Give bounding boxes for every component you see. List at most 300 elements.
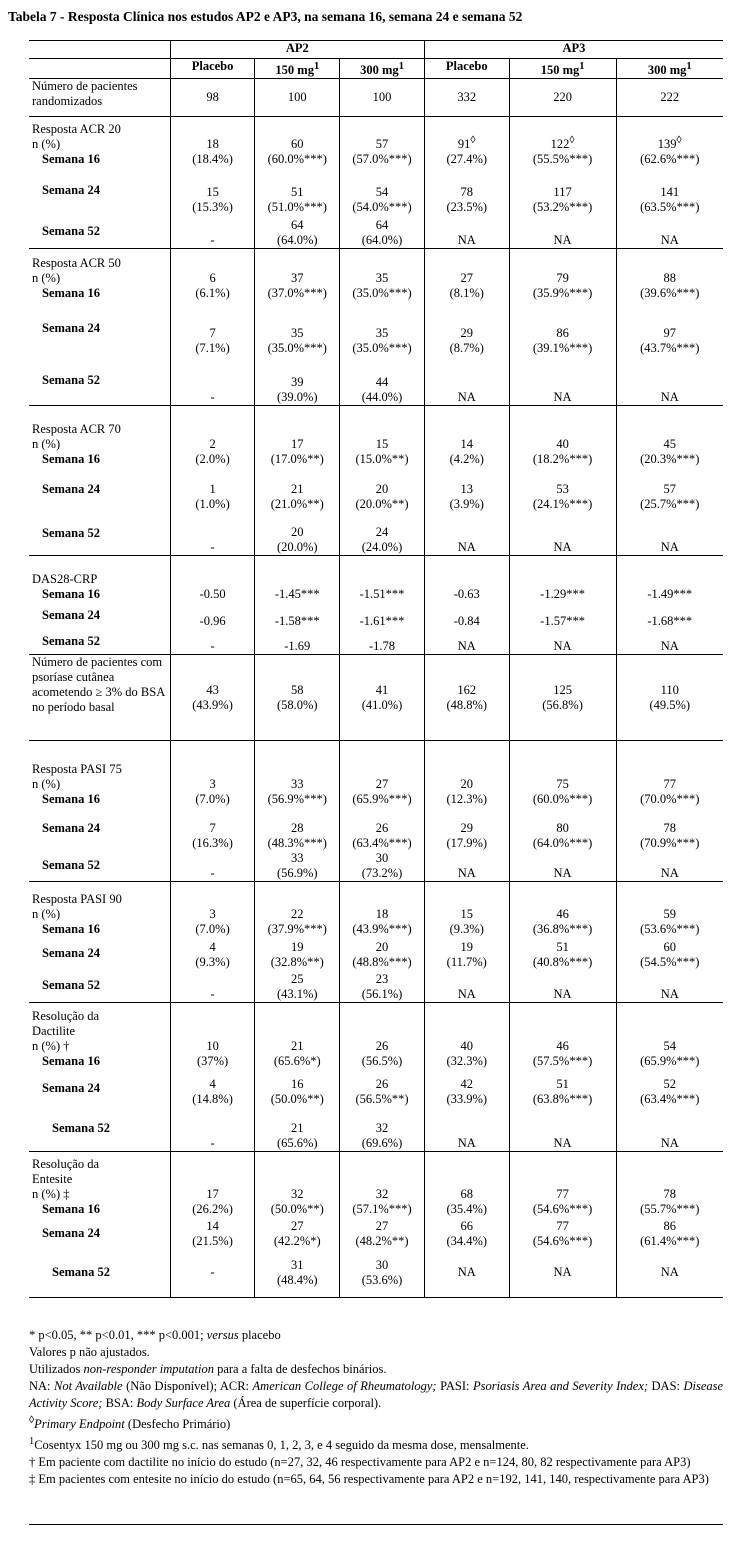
value-cell bbox=[170, 881, 255, 937]
value-count: 32 bbox=[291, 1187, 304, 1202]
dose-footnote-mark: 1 bbox=[313, 61, 320, 72]
dose-header bbox=[340, 59, 425, 79]
bottom-rule bbox=[29, 1524, 723, 1525]
week-label: Semana 24 bbox=[42, 481, 100, 496]
value-cell bbox=[509, 602, 616, 629]
dose-header bbox=[424, 59, 509, 79]
value-percent: (26.2%) bbox=[192, 1202, 233, 1217]
value-percent: (43.7%***) bbox=[640, 340, 700, 355]
value-percent: (17.0%**) bbox=[270, 451, 324, 466]
primary-endpoint-mark: ◊ bbox=[470, 134, 476, 146]
value-percent: (35.0%***) bbox=[352, 340, 412, 355]
value-cell bbox=[616, 602, 723, 629]
value-cell bbox=[255, 629, 340, 655]
value-cell bbox=[340, 467, 425, 512]
value-percent: (54.6%***) bbox=[532, 1202, 593, 1217]
value-count: -1.58*** bbox=[274, 613, 320, 628]
group-label: n (%) bbox=[32, 776, 61, 791]
value-cell bbox=[616, 1002, 723, 1069]
value-count: 79 bbox=[556, 270, 569, 285]
week-label: Semana 52 bbox=[42, 858, 100, 873]
value-count: 52 bbox=[663, 1077, 676, 1092]
value-percent: (37.9%***) bbox=[267, 922, 327, 937]
week-label: Semana 24 bbox=[42, 821, 100, 836]
value-cell bbox=[424, 629, 509, 655]
value-cell bbox=[616, 1217, 723, 1249]
week-label: Semana 16 bbox=[42, 151, 100, 166]
value-count: -1.69 bbox=[284, 639, 311, 654]
value-count: 42 bbox=[460, 1077, 473, 1092]
value-count: - bbox=[210, 390, 215, 405]
value-count: -1.45*** bbox=[274, 586, 320, 601]
value-percent: (73.2%) bbox=[361, 865, 403, 880]
value-cell bbox=[616, 167, 723, 215]
value-cell bbox=[255, 249, 340, 301]
value-percent: (42.2%*) bbox=[273, 1234, 321, 1249]
value-cell bbox=[340, 1249, 425, 1297]
dose-header bbox=[509, 59, 616, 79]
value-percent: (65.6%) bbox=[276, 1135, 318, 1150]
value-count: NA bbox=[660, 865, 679, 880]
value-percent: (15.3%) bbox=[192, 199, 233, 214]
value-percent: (35.0%***) bbox=[352, 285, 412, 300]
group-label: Resolução da bbox=[32, 1009, 99, 1024]
value-cell bbox=[509, 406, 616, 467]
value-cell bbox=[616, 1107, 723, 1151]
value-count: 15 bbox=[375, 436, 389, 451]
dose-header bbox=[255, 59, 340, 79]
value-cell bbox=[424, 467, 509, 512]
value-count: 117 bbox=[553, 184, 572, 199]
table-row bbox=[29, 851, 723, 882]
value-cell bbox=[424, 807, 509, 851]
value-count: 29 bbox=[460, 820, 473, 835]
value-count: NA bbox=[660, 1265, 679, 1280]
table-row bbox=[29, 1107, 723, 1151]
value-percent: (65.6%*) bbox=[273, 1054, 321, 1069]
table-row bbox=[29, 406, 723, 467]
group-header-ap3: AP3 bbox=[424, 41, 723, 59]
value-cell bbox=[616, 249, 723, 301]
value-count: 4 bbox=[209, 940, 216, 955]
dose-label: 150 mg bbox=[275, 63, 314, 78]
value-percent: (9.3%) bbox=[449, 922, 484, 937]
value-cell bbox=[616, 1069, 723, 1107]
value-count: NA bbox=[553, 639, 572, 654]
value-cell bbox=[424, 512, 509, 556]
table-row bbox=[29, 301, 723, 356]
value-percent: (56.9%) bbox=[276, 865, 318, 880]
value-cell bbox=[340, 1002, 425, 1069]
value-percent: (44.0%) bbox=[361, 390, 403, 405]
group-label: Dactilite bbox=[32, 1024, 76, 1039]
value-count: 22 bbox=[291, 907, 304, 922]
value-cell bbox=[509, 937, 616, 970]
value-cell bbox=[255, 215, 340, 249]
value-cell bbox=[616, 970, 723, 1002]
value-cell bbox=[255, 167, 340, 215]
value-percent: (53.6%) bbox=[361, 1272, 403, 1287]
value-count: 6 bbox=[209, 270, 216, 285]
value-cell bbox=[340, 1107, 425, 1151]
value-count: 35 bbox=[375, 270, 389, 285]
table-row bbox=[29, 467, 723, 512]
row-label bbox=[29, 1002, 170, 1069]
week-label: Semana 52 bbox=[42, 223, 100, 238]
table-row bbox=[29, 807, 723, 851]
value-percent: (11.7%) bbox=[446, 955, 487, 970]
value-percent: (58.0%) bbox=[276, 697, 318, 712]
row-label bbox=[29, 512, 170, 556]
value-count: NA bbox=[457, 1135, 476, 1150]
value-count: 35 bbox=[375, 325, 389, 340]
value-count: 3 bbox=[209, 776, 216, 791]
value-cell bbox=[424, 406, 509, 467]
value-cell bbox=[340, 807, 425, 851]
value-count: NA bbox=[660, 540, 679, 555]
value-percent: (57.5%***) bbox=[532, 1054, 593, 1069]
value-count: 30 bbox=[375, 1257, 389, 1272]
value-cell bbox=[170, 215, 255, 249]
value-count: 64 bbox=[375, 218, 389, 233]
value-count: 28 bbox=[291, 820, 304, 835]
value-count: - bbox=[210, 865, 215, 880]
value-cell bbox=[509, 215, 616, 249]
table-row bbox=[29, 512, 723, 556]
value-percent: (63.8%***) bbox=[532, 1092, 593, 1107]
group-label: n (%) ‡ bbox=[32, 1187, 70, 1202]
value-count: NA bbox=[457, 233, 476, 248]
value-count: - bbox=[210, 540, 215, 555]
table-footnotes bbox=[29, 1327, 723, 1488]
value-cell bbox=[340, 970, 425, 1002]
group-label: n (%) bbox=[32, 270, 61, 285]
value-cell: 100 bbox=[255, 79, 340, 117]
value-percent: (48.2%**) bbox=[355, 1234, 409, 1249]
value-count: NA bbox=[553, 390, 572, 405]
value-cell bbox=[170, 117, 255, 167]
value-count: 21 bbox=[291, 1039, 304, 1054]
value-cell bbox=[509, 655, 616, 741]
table-row bbox=[29, 629, 723, 655]
value-cell bbox=[616, 117, 723, 167]
value-percent: (33.9%) bbox=[446, 1092, 488, 1107]
value-cell bbox=[340, 117, 425, 167]
row-label bbox=[29, 406, 170, 467]
value-cell bbox=[255, 556, 340, 602]
row-label bbox=[29, 467, 170, 512]
value-cell bbox=[340, 406, 425, 467]
value-percent: (48.4%) bbox=[276, 1272, 318, 1287]
value-count: NA bbox=[660, 390, 679, 405]
row-label bbox=[29, 602, 170, 629]
value-percent: (51.0%***) bbox=[267, 199, 327, 214]
value-count: 35 bbox=[291, 325, 304, 340]
value-cell bbox=[170, 167, 255, 215]
value-percent: (39.6%***) bbox=[640, 285, 700, 300]
group-label: Resposta ACR 70 bbox=[32, 421, 121, 436]
group-label: Resposta PASI 90 bbox=[32, 892, 122, 907]
footnote-enthesitis: ‡ Em pacientes com entesite no início do estudo (n=65, 64, 56 respectivamente para AP2 e n=192, 141, 140, respectivamente para AP3) bbox=[29, 1472, 709, 1487]
value-cell bbox=[509, 881, 616, 937]
value-count: 2 bbox=[209, 436, 216, 451]
value-cell bbox=[255, 467, 340, 512]
value-percent: (53.2%***) bbox=[532, 199, 593, 214]
value-count: 17 bbox=[206, 1187, 219, 1202]
value-count: 13 bbox=[460, 481, 473, 496]
value-count: 141 bbox=[660, 184, 680, 199]
value-cell bbox=[509, 629, 616, 655]
value-count: - bbox=[210, 639, 215, 654]
value-cell bbox=[509, 249, 616, 301]
value-count: 7 bbox=[209, 325, 216, 340]
value-cell bbox=[616, 301, 723, 356]
value-cell bbox=[424, 249, 509, 301]
clinical-response-table-container bbox=[29, 40, 723, 1298]
value-count: 16 bbox=[291, 1077, 304, 1092]
value-cell bbox=[509, 556, 616, 602]
value-cell bbox=[170, 655, 255, 741]
value-percent: (63.5%***) bbox=[640, 199, 700, 214]
value-count: 66 bbox=[460, 1219, 473, 1234]
value-cell bbox=[340, 937, 425, 970]
group-label: n (%) bbox=[32, 907, 61, 922]
value-count: NA bbox=[553, 986, 572, 1001]
value-percent: (48.8%) bbox=[446, 697, 488, 712]
value-count: 57 bbox=[663, 481, 676, 496]
week-label: Semana 16 bbox=[42, 1202, 100, 1217]
value-percent: (63.4%***) bbox=[640, 1092, 700, 1107]
value-percent: (56.1%) bbox=[361, 986, 403, 1001]
value-cell bbox=[255, 1151, 340, 1217]
value-count: 26 bbox=[375, 1039, 389, 1054]
row-label bbox=[29, 356, 170, 406]
value-cell bbox=[616, 741, 723, 807]
table-row bbox=[29, 1069, 723, 1107]
value-count: 78 bbox=[460, 184, 473, 199]
dose-label: 300 mg bbox=[647, 63, 687, 78]
value-cell bbox=[340, 215, 425, 249]
value-count: 14 bbox=[460, 436, 473, 451]
value-cell bbox=[509, 1069, 616, 1107]
value-percent: (39.1%***) bbox=[532, 340, 593, 355]
value-count: 30 bbox=[375, 850, 389, 865]
value-cell bbox=[340, 1151, 425, 1217]
value-cell bbox=[509, 512, 616, 556]
value-count: 46 bbox=[556, 1039, 569, 1054]
table-row bbox=[29, 249, 723, 301]
value-count: 40 bbox=[460, 1039, 473, 1054]
row-label bbox=[29, 970, 170, 1002]
dose-label: 150 mg bbox=[540, 63, 580, 78]
value-count: NA bbox=[553, 1265, 572, 1280]
value-percent: (23.5%) bbox=[446, 199, 488, 214]
value-cell bbox=[509, 356, 616, 406]
value-percent: (43.1%) bbox=[276, 986, 318, 1001]
value-count: 29 bbox=[460, 325, 473, 340]
value-percent: (2.0%) bbox=[195, 451, 230, 466]
value-cell bbox=[424, 1002, 509, 1069]
value-count: 20 bbox=[375, 481, 389, 496]
row-label bbox=[29, 1069, 170, 1107]
value-cell bbox=[424, 1151, 509, 1217]
value-cell bbox=[170, 851, 255, 882]
value-count: 31 bbox=[291, 1257, 304, 1272]
row-label bbox=[29, 807, 170, 851]
value-count: 77 bbox=[663, 776, 676, 791]
value-cell bbox=[170, 807, 255, 851]
value-count: - bbox=[210, 233, 215, 248]
value-cell bbox=[255, 1217, 340, 1249]
value-cell bbox=[424, 1217, 509, 1249]
value-cell bbox=[340, 356, 425, 406]
value-count: NA bbox=[553, 865, 572, 880]
row-label bbox=[29, 1217, 170, 1249]
value-count: 17 bbox=[291, 436, 304, 451]
value-percent: (48.8%***) bbox=[352, 955, 412, 970]
value-cell bbox=[170, 1107, 255, 1151]
footnote-pvalues: * p<0.05, ** p<0.01, *** p<0.001; versus placebo bbox=[29, 1328, 281, 1342]
row-label bbox=[29, 249, 170, 301]
value-count: 18 bbox=[206, 136, 219, 151]
dose-footnote-mark: 1 bbox=[579, 61, 585, 72]
value-count: 88 bbox=[663, 270, 676, 285]
value-percent: (70.0%***) bbox=[640, 791, 700, 806]
value-cell bbox=[255, 602, 340, 629]
value-count: -0.50 bbox=[199, 586, 226, 601]
value-cell bbox=[509, 1217, 616, 1249]
value-percent: (56.5%**) bbox=[355, 1092, 409, 1107]
value-count: NA bbox=[660, 986, 679, 1001]
group-label: Resolução da bbox=[32, 1157, 99, 1172]
value-cell bbox=[255, 655, 340, 741]
week-label: Semana 24 bbox=[42, 1225, 100, 1240]
value-cell bbox=[170, 406, 255, 467]
header-blank bbox=[29, 41, 170, 59]
value-percent: (32.8%**) bbox=[270, 955, 324, 970]
value-percent: (64.0%) bbox=[361, 233, 403, 248]
footnote-abbreviations: NA: Not Available (Não Disponível); ACR: American College of Rheumatology; PASI: Psoriasis Area and Severity Index; DAS: Disease Activity Score; BSA: Body Surface Area (Área de superfície corporal). bbox=[29, 1379, 724, 1410]
value-count: 27 bbox=[291, 1219, 304, 1234]
value-count: 21 bbox=[291, 481, 304, 496]
value-count: 43 bbox=[206, 682, 219, 697]
value-count: 26 bbox=[375, 820, 389, 835]
value-percent: (56.5%) bbox=[361, 1054, 403, 1069]
value-count: -1.49*** bbox=[647, 586, 693, 601]
value-cell bbox=[509, 807, 616, 851]
row-label bbox=[29, 937, 170, 970]
week-label: Semana 24 bbox=[42, 1080, 100, 1095]
week-label: Semana 52 bbox=[52, 1121, 110, 1136]
value-count: 122 bbox=[550, 136, 570, 151]
value-cell bbox=[424, 1107, 509, 1151]
table-row bbox=[29, 881, 723, 937]
value-cell bbox=[509, 1002, 616, 1069]
value-count: 86 bbox=[663, 1219, 676, 1234]
value-count: NA bbox=[457, 865, 476, 880]
row-label bbox=[29, 629, 170, 655]
value-percent: (18.4%) bbox=[192, 151, 233, 166]
value-cell bbox=[255, 1069, 340, 1107]
value-percent: (36.8%***) bbox=[532, 922, 593, 937]
table-row bbox=[29, 602, 723, 629]
row-label bbox=[29, 301, 170, 356]
value-cell bbox=[340, 512, 425, 556]
value-cell bbox=[170, 741, 255, 807]
value-count: 24 bbox=[375, 525, 389, 540]
group-label: Resposta ACR 20 bbox=[32, 121, 121, 136]
group-label: DAS28-CRP bbox=[32, 571, 98, 586]
value-percent: (37.0%***) bbox=[267, 285, 327, 300]
value-cell bbox=[170, 1069, 255, 1107]
week-label: Semana 24 bbox=[42, 607, 100, 622]
primary-endpoint-mark: ◊ bbox=[676, 134, 682, 146]
row-label bbox=[29, 167, 170, 215]
footnote-dactylitis: † Em paciente com dactilite no início do estudo (n=27, 32, 46 respectivamente para AP2 e n=124, 80, 82 respectivamente para AP3) bbox=[29, 1455, 691, 1470]
week-label: Semana 52 bbox=[42, 978, 100, 993]
table-row bbox=[29, 41, 723, 59]
value-cell bbox=[340, 655, 425, 741]
row-label bbox=[29, 741, 170, 807]
group-label: Resposta PASI 75 bbox=[32, 761, 122, 776]
table-row bbox=[29, 1217, 723, 1249]
value-cell bbox=[509, 467, 616, 512]
value-percent: (35.9%***) bbox=[532, 285, 593, 300]
value-count: 41 bbox=[375, 682, 389, 697]
value-percent: (18.2%***) bbox=[532, 451, 593, 466]
value-cell bbox=[424, 881, 509, 937]
value-percent: (50.0%**) bbox=[270, 1202, 324, 1217]
value-count: 1 bbox=[209, 481, 216, 496]
value-cell bbox=[616, 356, 723, 406]
value-percent: (27.4%) bbox=[446, 151, 488, 166]
value-cell bbox=[424, 301, 509, 356]
value-cell bbox=[616, 1249, 723, 1297]
footnote-dosing: $^1$Cosentyx 150 mg ou 300 mg s.c. nas semanas 0, 1, 2, 3, e 4 seguido da mesma dose, mensalmente. bbox=[29, 1436, 529, 1453]
value-count: 19 bbox=[291, 940, 304, 955]
value-cell bbox=[616, 215, 723, 249]
value-cell bbox=[255, 851, 340, 882]
value-percent: (24.0%) bbox=[361, 540, 403, 555]
value-count: -1.68*** bbox=[647, 613, 693, 628]
value-count: -0.63 bbox=[453, 586, 480, 601]
value-cell bbox=[170, 1217, 255, 1249]
value-count: 60 bbox=[663, 940, 676, 955]
group-label: n (%) bbox=[32, 136, 61, 151]
value-cell bbox=[616, 406, 723, 467]
value-count: 86 bbox=[556, 325, 569, 340]
value-cell bbox=[509, 301, 616, 356]
value-cell bbox=[424, 167, 509, 215]
value-count: 39 bbox=[291, 375, 304, 390]
value-count: NA bbox=[457, 986, 476, 1001]
value-percent: (70.9%***) bbox=[640, 835, 700, 850]
table-row bbox=[29, 215, 723, 249]
value-percent: (57.1%***) bbox=[352, 1202, 412, 1217]
value-percent: (35.0%***) bbox=[267, 340, 327, 355]
value-cell bbox=[255, 1107, 340, 1151]
value-count: 44 bbox=[375, 375, 389, 390]
value-cell bbox=[170, 937, 255, 970]
value-percent: (60.0%***) bbox=[267, 151, 327, 166]
week-label: Semana 16 bbox=[42, 285, 100, 300]
value-percent: (7.0%) bbox=[195, 791, 230, 806]
value-count: 162 bbox=[457, 682, 477, 697]
dose-label: 300 mg bbox=[360, 63, 399, 78]
value-count: 23 bbox=[375, 971, 389, 986]
value-cell bbox=[255, 356, 340, 406]
value-count: 59 bbox=[663, 907, 676, 922]
